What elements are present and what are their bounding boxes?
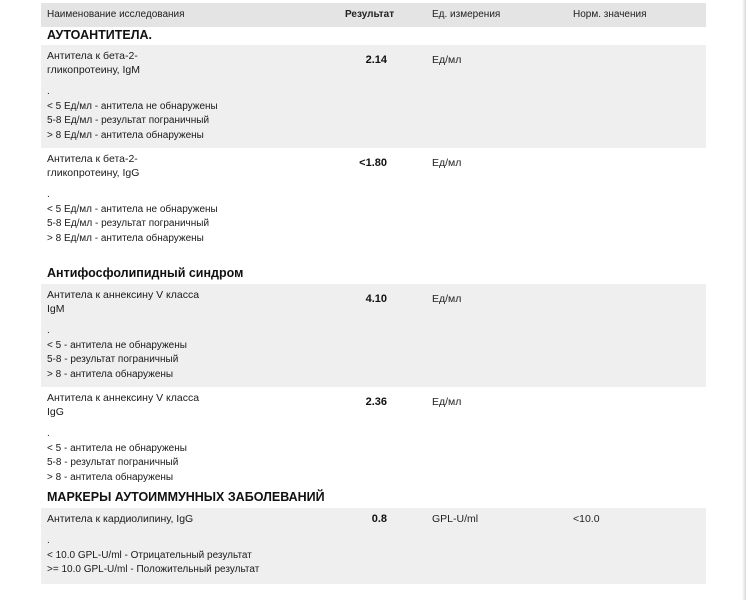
test-result: 4.10 [365,293,387,305]
page-edge-shadow [742,0,746,600]
test-result: <1.80 [359,157,387,169]
test-name: Антитела к аннексину V класса IgG [47,392,200,418]
test-name: Антитела к бета-2- гликопротеину, IgG [47,153,140,179]
section-title-autoantibodies: АУТОАНТИТЕЛА. [47,28,152,42]
header-name: Наименование исследования [47,9,185,20]
test-name: Антитела к аннексину V класса IgM [47,289,200,315]
test-norm: <10.0 [573,513,600,525]
test-notes: . < 5 - антитела не обнаружены 5-8 - результат пограничный > 8 - антитела обнаружены [47,428,187,483]
test-result: 2.14 [365,54,387,66]
test-unit: Ед/мл [432,396,462,408]
table-row [41,45,706,148]
section-title-autoimmune-markers: МАРКЕРЫ АУТОИММУННЫХ ЗАБОЛЕВАНИЙ [47,490,325,504]
table-row [41,148,706,253]
section-title-antiphospholipid: Антифосфолипидный синдром [47,266,244,280]
header-unit: Ед. измерения [432,9,501,20]
test-name: Антитела к кардиолипину, IgG [47,513,194,525]
table-row [41,508,706,584]
header-norm: Норм. значения [573,9,647,20]
test-name: Антитела к бета-2- гликопротеину, IgM [47,50,141,76]
test-notes: . < 10.0 GPL-U/ml - Отрицательный результат >= 10.0 GPL-U/ml - Положительный результат [47,535,260,575]
test-notes: . < 5 Ед/мл - антитела не обнаружены 5-8 Ед/мл - результат пограничный > 8 Ед/мл - антитела обнаружены [47,86,218,141]
test-notes: . < 5 - антитела не обнаружены 5-8 - результат пограничный > 8 - антитела обнаружены [47,325,187,380]
test-result: 0.8 [371,513,387,525]
header-result: Результат [345,9,395,20]
test-unit: GPL-U/ml [432,513,479,525]
test-unit: Ед/мл [432,54,462,66]
table-header [41,3,706,27]
table-row [41,387,706,487]
test-result: 2.36 [365,396,387,408]
test-unit: Ед/мл [432,293,462,305]
test-unit: Ед/мл [432,157,462,169]
test-notes: . < 5 Ед/мл - антитела не обнаружены 5-8 Ед/мл - результат пограничный > 8 Ед/мл - антитела обнаружены [47,189,218,244]
table-row [41,284,706,387]
